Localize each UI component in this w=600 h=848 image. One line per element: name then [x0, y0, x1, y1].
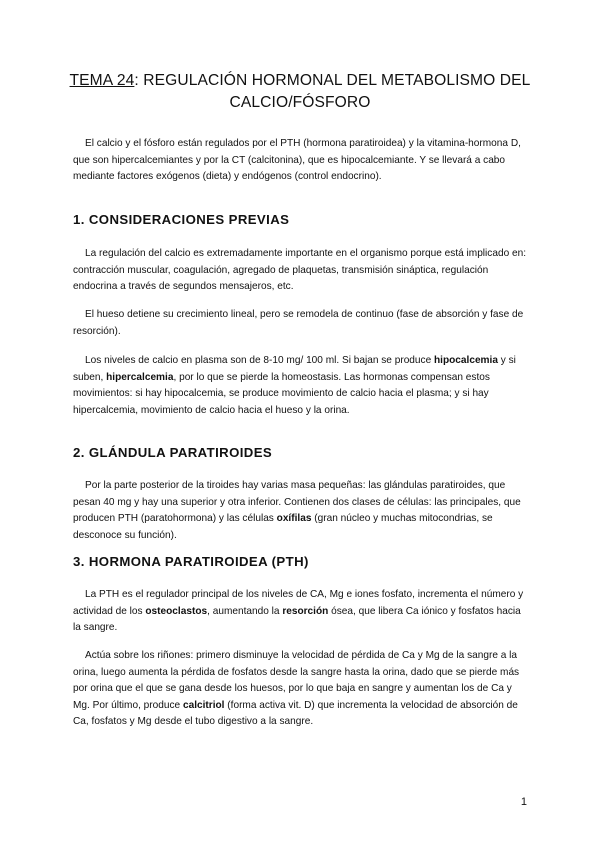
term-hipocalcemia: hipocalcemia — [434, 355, 498, 366]
text-run: , por lo que se pierde la homeostasis. Las hormonas compensan estos movimientos: si hay hipocalcemia, se produce movimiento de calcio hacia el plasma; y si hay hipercalcemia, movimiento de calcio hacia el hueso y la orina. — [73, 371, 490, 416]
term-resorcion: resorción — [282, 605, 329, 617]
title-text: : REGULACIÓN HORMONAL DEL METABOLISMO DEL CALCIO/FÓSFORO — [134, 72, 531, 111]
page-title — [60, 70, 540, 114]
section-3-heading: 3. HORMONA PARATIROIDEA (PTH) — [73, 554, 309, 569]
page-number: 1 — [520, 796, 527, 808]
title-topic-number: TEMA 24 — [69, 72, 135, 89]
section-1-paragraph-2: El hueso detiene su crecimiento lineal, pero se remodela de continuo (fase de absorción y fase de resorción). — [73, 309, 524, 337]
text-run: Actúa sobre los riñones: primero disminuye la velocidad de pérdida de Ca y Mg de la sangre a la orina, luego aumenta la pérdida de fosfatos desde la sangre hasta la orina, dado que se pierde más por orina que el que se gana desde los huesos, por lo que baja en sangre y aumentan los de Ca y Mg. Por último, produce — [73, 650, 520, 711]
term-hipercalcemia: hipercalcemia — [106, 371, 174, 383]
section-1-paragraph-1: La regulación del calcio es extremadamente importante en el organismo porque está implicado en: contracción muscular, coagulación, agregado de plaquetas, transmisión sináptica, regulación endocrina a través de segundos mensajeros, etc. — [73, 248, 527, 293]
text-run: La PTH es el regulador principal de los niveles de CA, Mg e iones fosfato, incrementa el número y actividad de los — [73, 589, 524, 617]
section-3-paragraph-1 — [73, 587, 529, 637]
section-2-heading: 2. GLÁNDULA PARATIROIDES — [73, 445, 273, 460]
term-calcitriol: calcitriol — [182, 699, 225, 711]
text-run: ósea, que libera Ca iónico y fosfatos hacia la sangre. — [73, 605, 521, 634]
text-run: (forma activa vit. D) que incrementa la velocidad de absorción de Ca, fosfatos y Mg desde el tubo digestivo a la sangre. — [73, 699, 518, 728]
intro-paragraph: El calcio y el fósforo están regulados por el PTH (hormona paratiroidea) y la vitamina-hormona D, que son hipercalcemiantes y por la CT (calcitonina), que es hipocalcemiante. Y se llevará a cabo mediante factores exógenos (dieta) y endógenos (control endocrino). — [73, 138, 521, 183]
text-run: (gran núcleo y muchas mitocondrias, se desconoce su función). — [73, 513, 493, 541]
section-1-paragraph-3 — [73, 353, 529, 419]
text-run: Por la parte posterior de la tiroides hay varias masa pequeñas: las glándulas paratiroides, que pesan 40 mg y hay una superior y otra inferior. Contienen dos clases de células: las principales, que producen PTH (paratohormona) y las células — [73, 480, 521, 525]
term-oxifilas: oxífilas — [276, 513, 312, 525]
text-run: Los niveles de calcio en plasma son de 8-10 mg/ 100 ml. Si bajan se produce — [85, 355, 434, 366]
text-run: , aumentando la — [207, 605, 283, 617]
section-2-paragraph-1 — [73, 478, 529, 544]
text-run: y si suben, — [73, 355, 516, 383]
section-3-paragraph-2 — [73, 648, 529, 731]
term-osteoclastos: osteoclastos — [145, 605, 208, 617]
section-1-heading: 1. CONSIDERACIONES PREVIAS — [73, 212, 290, 227]
